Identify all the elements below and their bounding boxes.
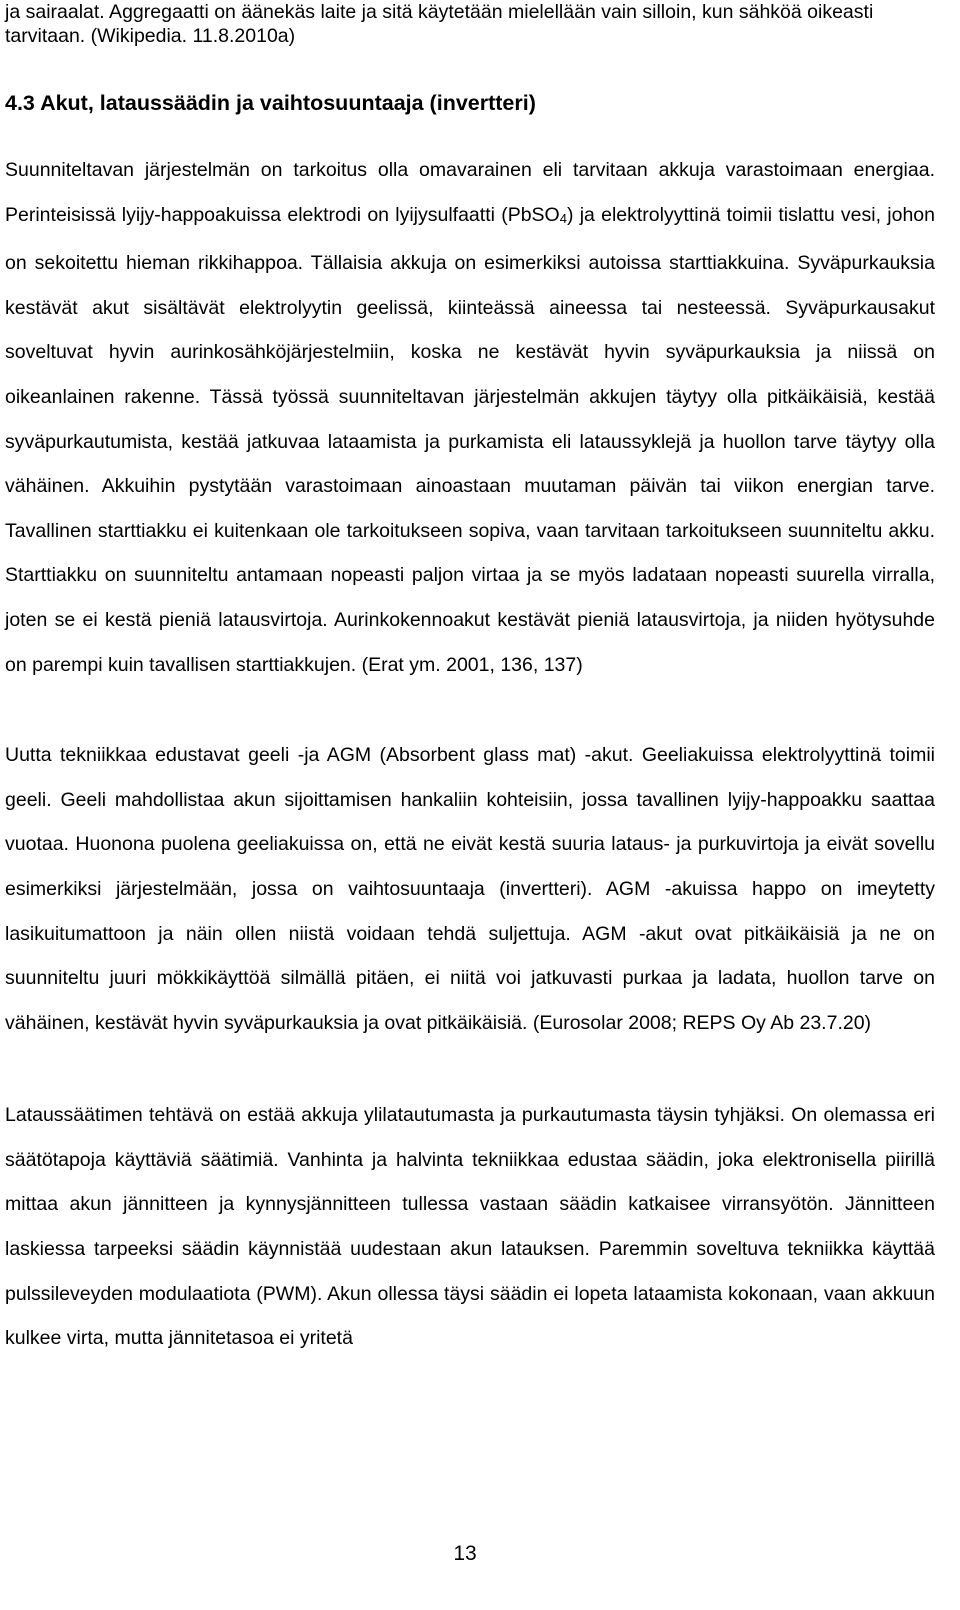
paragraph-charge-controller: Lataussäätimen tehtävä on estää akkuja ylilatautumasta ja purkautumasta täysin tyhjäksi. On olemassa eri säätötapoja käyttäviä säätimiä. Vanhinta ja halvinta tekniikkaa edustaa säädin, joka elektronisella piirillä mittaa akun jännitteen ja kynnysjännitteen tullessa vastaan säädin katkaisee virransyötön. Jännitteen laskiessa tarpeeksi säädin käynnistää uudestaan akun latauksen. Paremmin soveltuva tekniikka käyttää pulssileveyden modulaatiota (PWM). Akun ollessa täysi säädin ei lopeta lataamista kokonaan, vaan akkuun kulkee virta, mutta jännitetasoa ei yritetä <box>5 1104 935 1350</box>
page-number: 13 <box>453 1542 477 1565</box>
paragraph-batteries-text-1: Suunniteltavan järjestelmän on tarkoitus olla omavarainen eli tarvitaan akkuja varastoimaan energiaa. Perinteisissä lyijy-happoakuissa elektrodi on lyijysulfaatti (PbSO <box>5 159 935 226</box>
intro-paragraph: ja sairaalat. Aggregaatti on äänekäs laite ja sitä käytetään mielellään vain silloin, kun sähköä oikeasti tarvitaan. (Wikipedia. 11.8.2010a) <box>5 1 874 47</box>
chemical-subscript: 4 <box>559 210 567 226</box>
paragraph-batteries <box>5 148 935 687</box>
paragraph-gel-agm: Uutta tekniikkaa edustavat geeli -ja AGM (Absorbent glass mat) -akut. Geeliakuissa elektrolyyttinä toimii geeli. Geeli mahdollistaa akun sijoittamisen hankaliin kohteisiin, jossa tavallinen lyijy-happoakku saattaa vuotaa. Huonona puolena geeliakuissa on, että ne eivät kestä suuria lataus- ja purkuvirtoja ja eivät sovellu esimerkiksi järjestelmään, jossa on vaihtosuuntaaja (invertteri). AGM -akuissa happo on imeytetty lasikuitumattoon ja näin ollen niistä voidaan tehdä suljettuja. AGM -akut ovat pitkäikäisiä ja ne on suunniteltu juuri mökkikäyttöä silmällä pitäen, ei niitä voi jatkuvasti purkaa ja ladata, huollon tarve on vähäinen, kestävät hyvin syväpurkauksia ja ovat pitkäikäisiä. (Eurosolar 2008; REPS Oy Ab 23.7.20) <box>5 744 935 1034</box>
paragraph-batteries-text-2: ) ja elektrolyyttinä toimii tislattu vesi, johon on sekoitettu hieman rikkihappoa. Tällaisia akkuja on esimerkiksi autoissa starttiakkuina. Syväpurkauksia kestävät akut sisältävät elektrolyytin geelissä, kiinteässä aineessa tai nesteessä. Syväpurkausakut soveltuvat hyvin aurinkosähköjärjestelmiin, koska ne kestävät hyvin syväpurkauksia ja niissä on oikeanlainen rakenne. Tässä työssä suunniteltavan järjestelmän akkujen täytyy olla pitkäikäisiä, kestää syväpurkautumista, kestää jatkuvaa lataamista ja purkamista eli lataussyklejä ja huollon tarve täytyy olla vähäinen. Akkuihin pystytään varastoimaan ainoastaan muutaman päivän tai viikon energian tarve. Tavallinen starttiakku ei kuitenkaan ole tarkoitukseen sopiva, vaan tarvitaan tarkoitukseen suunniteltu akku. Starttiakku on suunniteltu antamaan nopeasti paljon virtaa ja se myös ladataan nopeasti suurella virralla, joten se ei kestä pieniä latausvirtoja. Aurinkokennoakut kestävät pieniä latausvirtoja, ja niiden hyötysuhde on parempi kuin tavallisen starttiakkujen. (Erat ym. 2001, 136, 137) <box>5 203 935 676</box>
section-heading: 4.3 Akut, lataussäädin ja vaihtosuuntaaja (invertteri) <box>5 91 536 115</box>
document-page <box>5 0 935 1361</box>
